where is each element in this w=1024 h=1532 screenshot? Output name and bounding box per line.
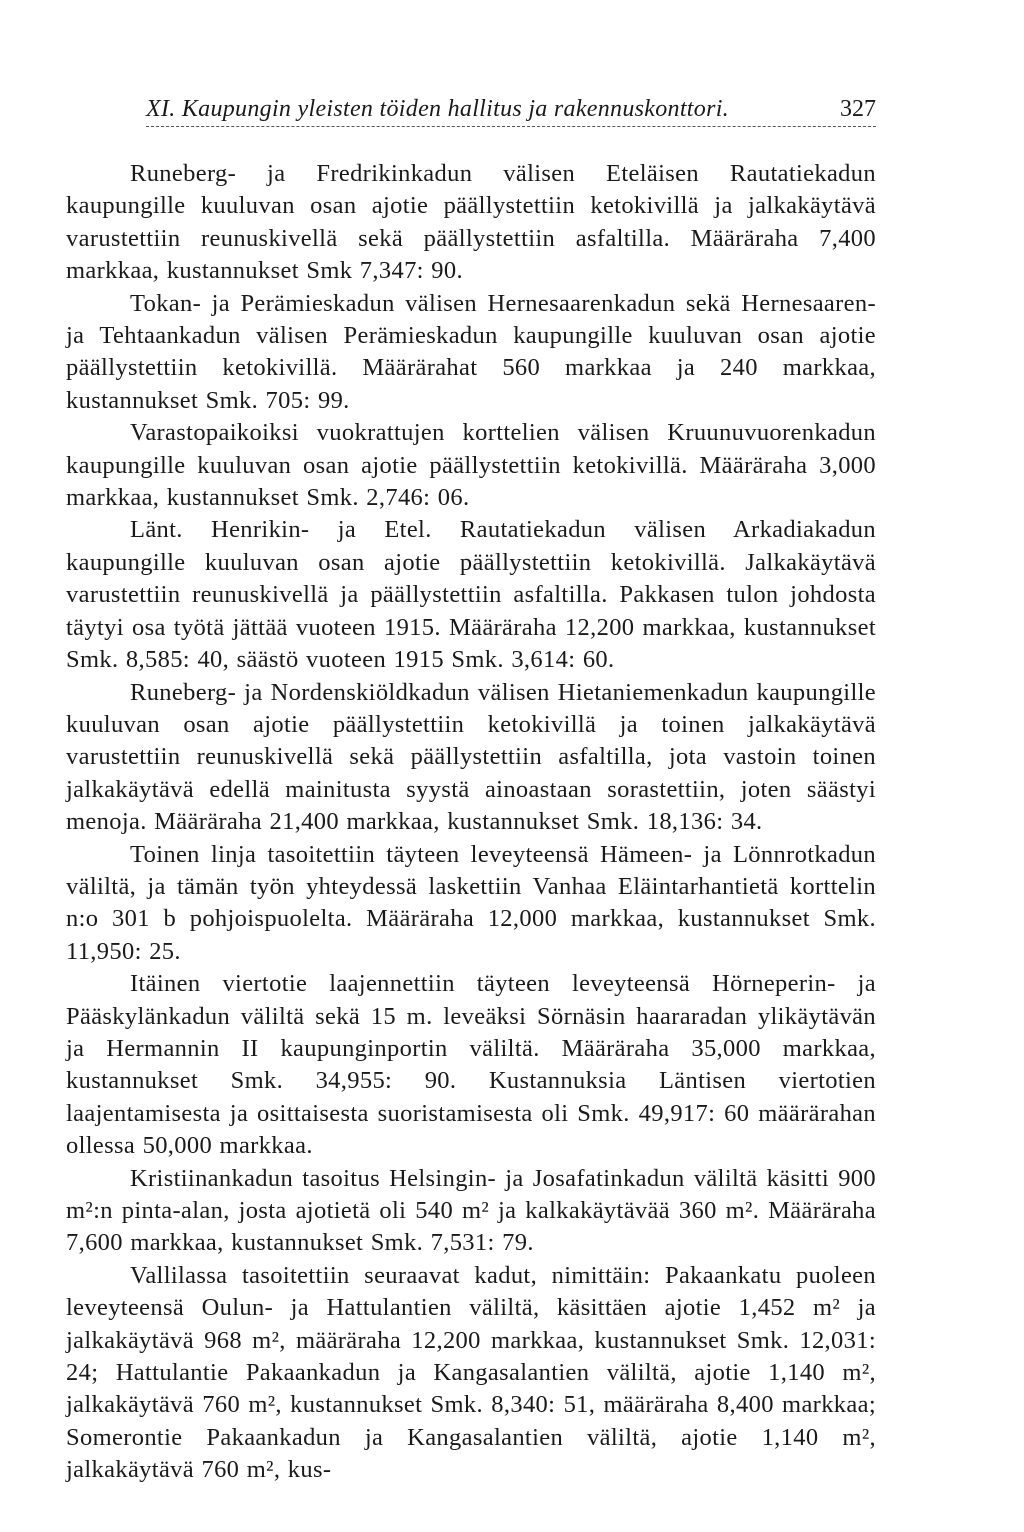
- paragraph: Tokan- ja Perämieskadun välisen Hernesaarenkadun sekä Hernesaaren- ja Tehtaankadun välisen Perämieskadun kaupungille kuuluvan osan ajotie päällystettiin ketokivillä. Määrärahat 560 markkaa ja 240 markkaa, kustannukset Smk. 705: 99.: [66, 289, 876, 414]
- paragraph: Itäinen viertotie laajennettiin täyteen leveyteensä Hörneperin- ja Pääskylänkadun väliltä sekä 15 m. leveäksi Sörnäsin haararadan ylikäytävän ja Hermannin II kaupunginportin väliltä. Määräraha 35,000 markkaa, kustannukset Smk. 34,955: 90. Kustannuksia Läntisen viertotien laajentamisesta ja osittaisesta suoristamisesta oli Smk. 49,917: 60 määrärahan ollessa 50,000 markkaa.: [66, 970, 876, 1160]
- paragraph: Länt. Henrikin- ja Etel. Rautatiekadun välisen Arkadiakadun kaupungille kuuluvan osan ajotie päällystettiin ketokivillä. Jalkakäytävä varustettiin reunuskivellä ja päällystettiin asfaltilla. Pakkasen tulon johdosta täytyi osa työtä jättää vuoteen 1915. Määräraha 12,200 markkaa, kustannukset Smk. 8,585: 40, säästö vuoteen 1915 Smk. 3,614: 60.: [66, 516, 876, 674]
- paragraph: Runeberg- ja Nordenskiöldkadun välisen Hietaniemenkadun kaupungille kuuluvan osan ajotie päällystettiin ketokivillä ja toinen jalkakäytävä varustettiin reunuskivellä sekä päällystettiin asfaltilla, jota vastoin toinen jalkakäytävä edellä mainitusta syystä ainoastaan sorastettiin, joten säästyi menoja. Määräraha 21,400 markkaa, kustannukset Smk. 18,136: 34.: [66, 678, 876, 836]
- paragraph: Varastopaikoiksi vuokrattujen korttelien välisen Kruunuvuorenkadun kaupungille kuuluvan osan ajotie päällystettiin ketokivillä. Määräraha 3,000 markkaa, kustannukset Smk. 2,746: 06.: [66, 419, 876, 512]
- body-text: [66, 158, 876, 1487]
- paragraph: Runeberg- ja Fredrikinkadun välisen Eteläisen Rautatiekadun kaupungille kuuluvan osan ajotie päällystettiin ketokivillä ja jalkakäytävä varustettiin reunuskivellä sekä päällystettiin asfaltilla. Määräraha 7,400 markkaa, kustannukset Smk 7,347: 90.: [66, 160, 876, 285]
- running-header: [66, 96, 876, 130]
- paragraph: Kristiinankadun tasoitus Helsingin- ja Josafatinkadun väliltä käsitti 900 m²:n pinta-alan, josta ajotietä oli 540 m² ja kalkakäytävää 360 m². Määräraha 7,600 markkaa, kustannukset Smk. 7,531: 79.: [66, 1164, 876, 1257]
- header-rule: [146, 126, 876, 127]
- page-number: 327: [840, 96, 876, 122]
- paragraph: Toinen linja tasoitettiin täyteen leveyteensä Hämeen- ja Lönnrotkadun väliltä, ja tämän työn yhteydessä laskettiin Vanhaa Eläintarhantietä korttelin n:o 301 b pohjoispuolelta. Määräraha 12,000 markkaa, kustannukset Smk. 11,950: 25.: [66, 840, 876, 965]
- paragraph: Vallilassa tasoitettiin seuraavat kadut, nimittäin: Pakaankatu puoleen leveyteensä Oulun- ja Hattulantien väliltä, käsittäen ajotie 1,452 m² ja jalkakäytävä 968 m², määräraha 12,200 markkaa, kustannukset Smk. 12,031: 24; Hattulantie Pakaankadun ja Kangasalantien väliltä, ajotie 1,140 m², jalkakäytävä 760 m², kustannukset Smk. 8,340: 51, määräraha 8,400 markkaa; Somerontie Pakaankadun ja Kangasalantien väliltä, ajotie 1,140 m², jalkakäytävä 760 m², kus-: [66, 1261, 876, 1484]
- running-title: XI. Kaupungin yleisten töiden hallitus ja rakennuskonttori.: [146, 96, 729, 122]
